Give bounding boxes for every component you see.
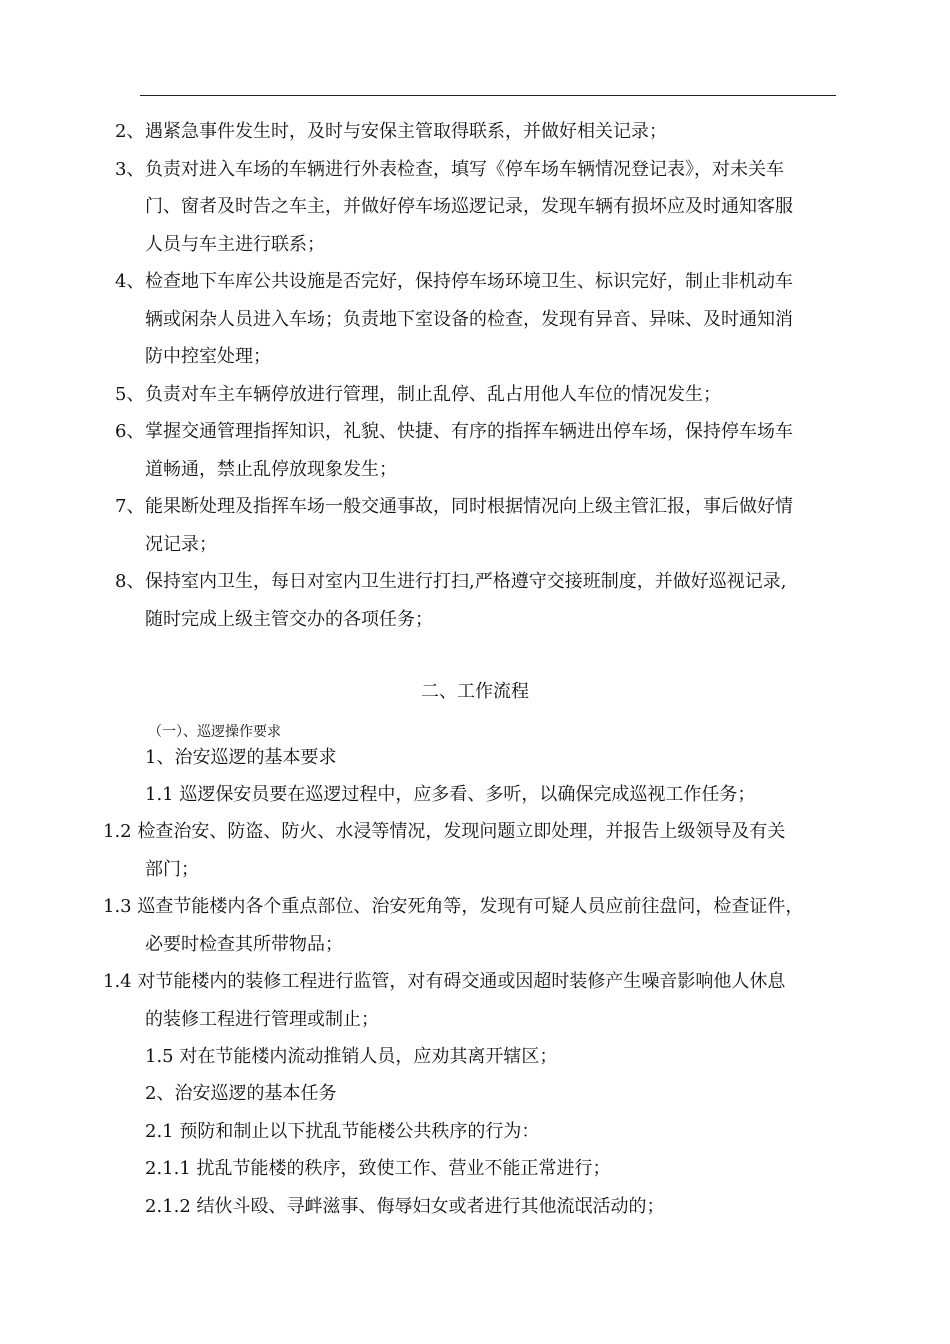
heading-1: 1、治安巡逻的基本要求: [145, 747, 337, 768]
list-item-5-num: 5、: [115, 384, 145, 405]
list-item-4-num: 4、: [115, 271, 145, 292]
list-item-3-line-3: 人员与车主进行联系；: [145, 234, 325, 255]
list-item-7-line-1: 能果断处理及指挥车场一般交通事故，同时根据情况向上级主管汇报，事后做好情: [145, 496, 793, 517]
list-item-3-line-1: 负责对进入车场的车辆进行外表检查，填写《停车场车辆情况登记表》，对未关车: [145, 159, 784, 180]
subsection-title: （一）、巡逻操作要求: [148, 724, 281, 740]
item-2-1: 2.1 预防和制止以下扰乱节能楼公共秩序的行为：: [145, 1121, 540, 1142]
list-item-5-line-1: 负责对车主车辆停放进行管理，制止乱停、乱占用他人车位的情况发生；: [145, 384, 721, 405]
list-item-6-num: 6、: [115, 421, 145, 442]
list-item-3-line-2: 门、窗者及时告之车主，并做好停车场巡逻记录，发现车辆有损坏应及时通知客服: [145, 196, 793, 217]
item-1-3-line-1: 1.3 巡查节能楼内各个重点部位、治安死角等，发现有可疑人员应前往盘问，检查证件，: [103, 896, 804, 917]
list-item-6-line-1: 掌握交通管理指挥知识，礼貌、快捷、有序的指挥车辆进出停车场，保持停车场车: [145, 421, 793, 442]
list-item-7-num: 7、: [115, 496, 145, 517]
item-1-3-line-2: 必要时检查其所带物品；: [145, 934, 343, 955]
list-item-6-line-2: 道畅通，禁止乱停放现象发生；: [145, 459, 397, 480]
item-1-4-line-2: 的装修工程进行管理或制止；: [145, 1009, 379, 1030]
item-2-1-2: 2.1.2 结伙斗殴、寻衅滋事、侮辱妇女或者进行其他流氓活动的；: [145, 1196, 665, 1217]
section-title: 二、工作流程: [421, 681, 529, 702]
header-rule: [140, 95, 836, 96]
list-item-4-line-1: 检查地下车库公共设施是否完好，保持停车场环境卫生、标识完好，制止非机动车: [145, 271, 793, 292]
list-item-8-num: 8、: [115, 571, 145, 592]
heading-2: 2、治安巡逻的基本任务: [145, 1083, 337, 1104]
item-1-2-line-1: 1.2 检查治安、防盗、防火、水浸等情况，发现问题立即处理，并报告上级领导及有关: [103, 821, 786, 842]
list-item-2-line-1: 遇紧急事件发生时，及时与安保主管取得联系，并做好相关记录；: [145, 121, 667, 142]
list-item-4-line-3: 防中控室处理；: [145, 346, 271, 367]
item-1-2-line-2: 部门；: [145, 859, 199, 880]
list-item-7-line-2: 况记录；: [145, 534, 217, 555]
item-1-5: 1.5 对在节能楼内流动推销人员，应劝其离开辖区；: [145, 1046, 558, 1067]
list-item-4-line-2: 辆或闲杂人员进入车场；负责地下室设备的检查，发现有异音、异味、及时通知消: [145, 309, 793, 330]
item-1-4-line-1: 1.4 对节能楼内的装修工程进行监管，对有碍交通或因超时装修产生噪音影响他人休息: [103, 971, 786, 992]
item-2-1-1: 2.1.1 扰乱节能楼的秩序，致使工作、营业不能正常进行；: [145, 1158, 611, 1179]
list-item-8-line-1: 保持室内卫生，每日对室内卫生进行打扫,严格遵守交接班制度，并做好巡视记录,: [145, 571, 787, 592]
list-item-3-num: 3、: [115, 159, 145, 180]
item-1-1: 1.1 巡逻保安员要在巡逻过程中，应多看、多听，以确保完成巡视工作任务；: [145, 784, 756, 805]
list-item-2-num: 2、: [115, 121, 145, 142]
list-item-8-line-2: 随时完成上级主管交办的各项任务；: [145, 609, 433, 630]
